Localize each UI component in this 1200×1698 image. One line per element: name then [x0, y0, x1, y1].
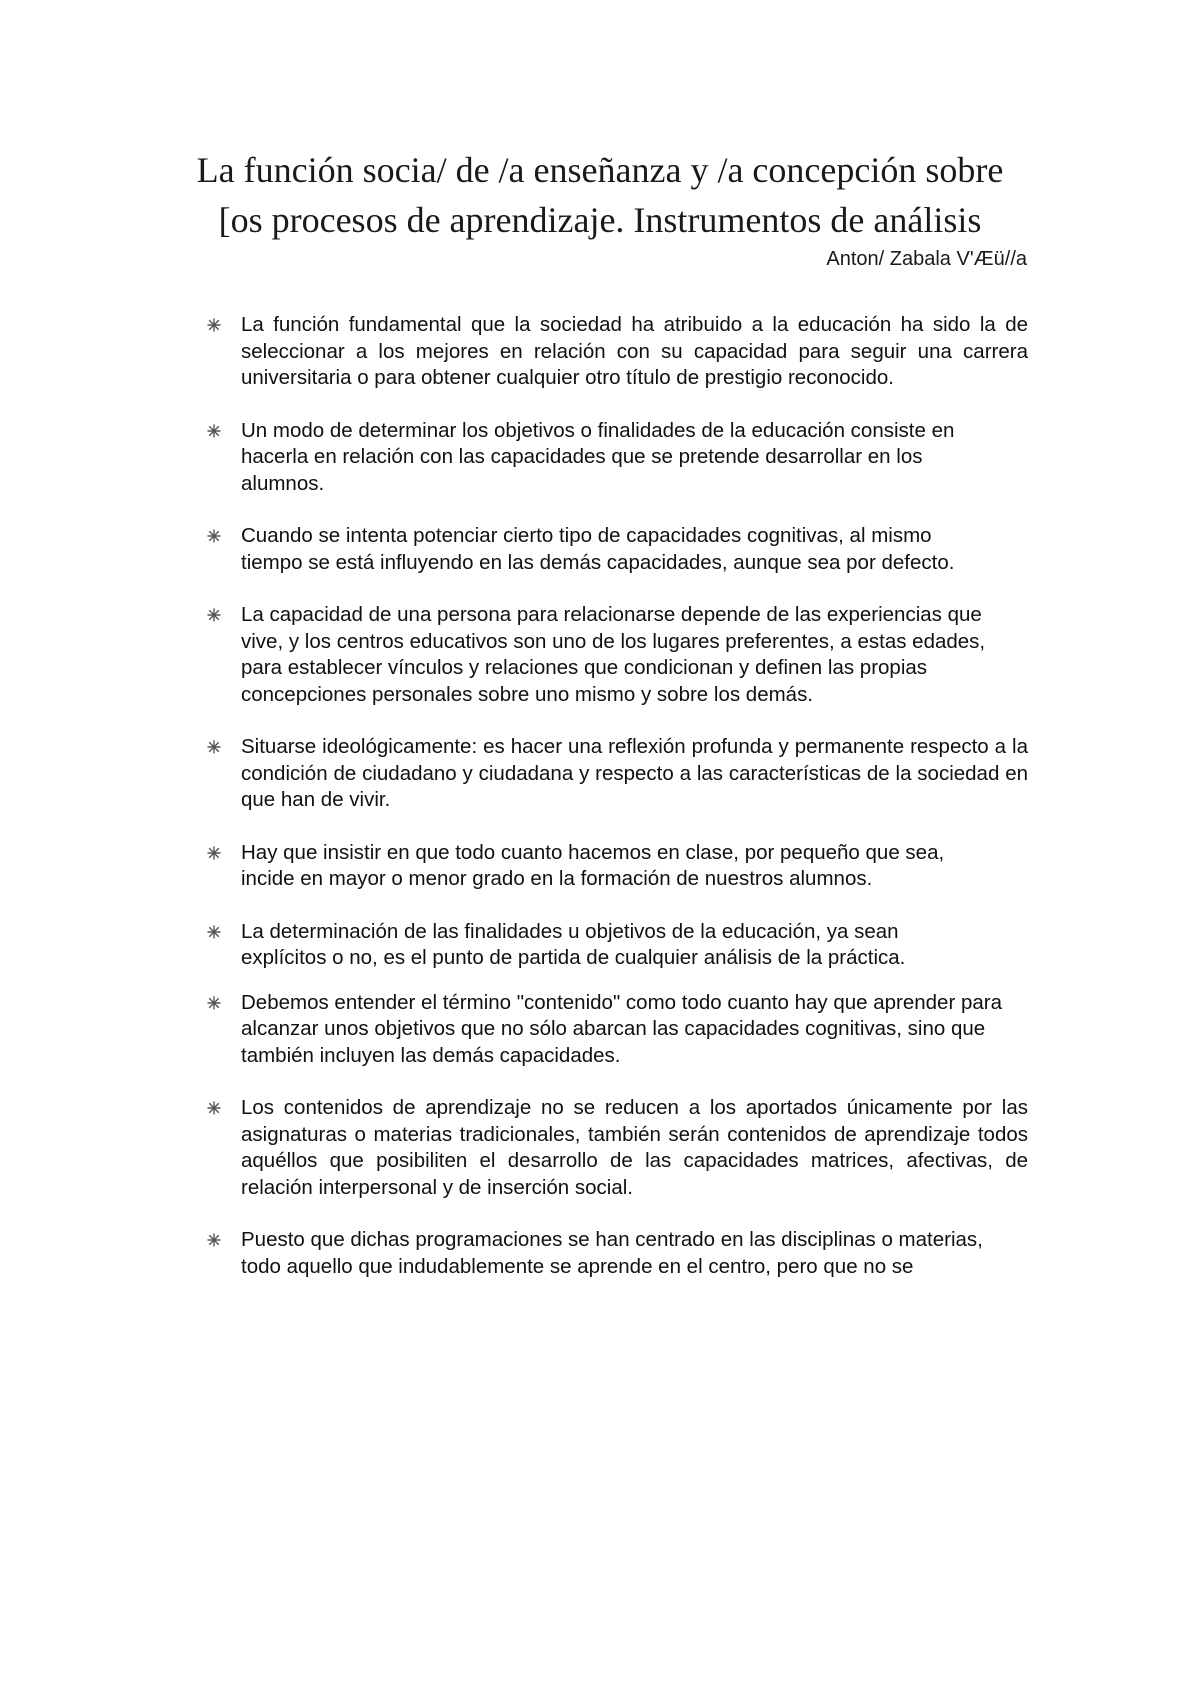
bullet-item-1	[205, 312, 1028, 392]
bullet-list	[205, 312, 1028, 1280]
bullet-text: Los contenidos de aprendizaje no se reducen a los aportados únicamente por las asignaturas o materias tradicionales, también serán contenidos de aprendizaje todos aquéllos que posibiliten el desarrollo de las capacidades matrices, afectivas, de relación interpersonal y de inserción social.	[241, 1096, 1028, 1199]
asterisk-bullet-icon	[207, 846, 221, 860]
bullet-text: Cuando se intenta potenciar cierto tipo de capacidades cognitivas, al mismo tiempo se está influyendo en las demás capacidades, aunque sea por defecto.	[241, 524, 955, 574]
bullet-text: Hay que insistir en que todo cuanto hacemos en clase, por pequeño que sea, incide en mayor o menor grado en la formación de nuestros alumnos.	[241, 840, 945, 890]
bullet-item-4	[205, 602, 1028, 708]
asterisk-bullet-icon	[207, 1101, 221, 1115]
bullet-item-9	[205, 1095, 1028, 1201]
bullet-item-8	[205, 990, 1028, 1070]
asterisk-bullet-icon	[207, 608, 221, 622]
bullet-text: La determinación de las finalidades u objetivos de la educación, ya sean explícitos o no, es el punto de partida de cualquier análisis de la práctica.	[241, 919, 906, 969]
asterisk-bullet-icon	[207, 1233, 221, 1247]
document-title	[150, 145, 1050, 245]
asterisk-bullet-icon	[207, 740, 221, 754]
title-line-2: [os procesos de aprendizaje. Instrumentos de análisis	[218, 200, 982, 240]
bullet-text: La función fundamental que la sociedad ha atribuido a la educación ha sido la de seleccionar a los mejores en relación con su capacidad para seguir una carrera universitaria o para obtener cualquier otro título de prestigio reconocido.	[241, 313, 1028, 389]
asterisk-bullet-icon	[207, 996, 221, 1010]
bullet-text: La capacidad de una persona para relacionarse depende de las experiencias que vive, y los centros educativos son uno de los lugares preferentes, a estas edades, para establecer vínculos y relaciones que condicionan y definen las propias concepciones personales sobre uno mismo y sobre los demás.	[241, 603, 986, 706]
title-line-1: La función socia/ de /a enseñanza y /a concepción sobre	[196, 150, 1004, 190]
bullet-text: Un modo de determinar los objetivos o finalidades de la educación consiste en hacerla en relación con las capacidades que se pretende desarrollar en los alumnos.	[241, 418, 955, 495]
bullet-item-6	[205, 840, 1028, 893]
author-name: Anton/ Zabala V'Æü//a	[826, 248, 1027, 270]
bullet-item-2	[205, 418, 1028, 498]
bullet-item-5	[205, 734, 1028, 814]
bullet-text: Puesto que dichas programaciones se han centrado en las disciplinas o materias, todo aquello que indudablemente se aprende en el centro, pero que no se	[241, 1228, 983, 1278]
bullet-text: Situarse ideológicamente: es hacer una reflexión profunda y permanente respecto a la condición de ciudadano y ciudadana y respecto a las características de la sociedad en que han de vivir.	[241, 735, 1028, 811]
asterisk-bullet-icon	[207, 529, 221, 543]
asterisk-bullet-icon	[207, 424, 221, 438]
asterisk-bullet-icon	[207, 318, 221, 332]
asterisk-bullet-icon	[207, 925, 221, 939]
bullet-item-10	[205, 1227, 1028, 1280]
bullet-text: Debemos entender el término "contenido" como todo cuanto hay que aprender para alcanzar unos objetivos que no sólo abarcan las capacidades cognitivas, sino que también incluyen las demás capacidades.	[241, 990, 1003, 1067]
bullet-item-3	[205, 523, 1028, 576]
bullet-item-7	[205, 919, 1028, 972]
